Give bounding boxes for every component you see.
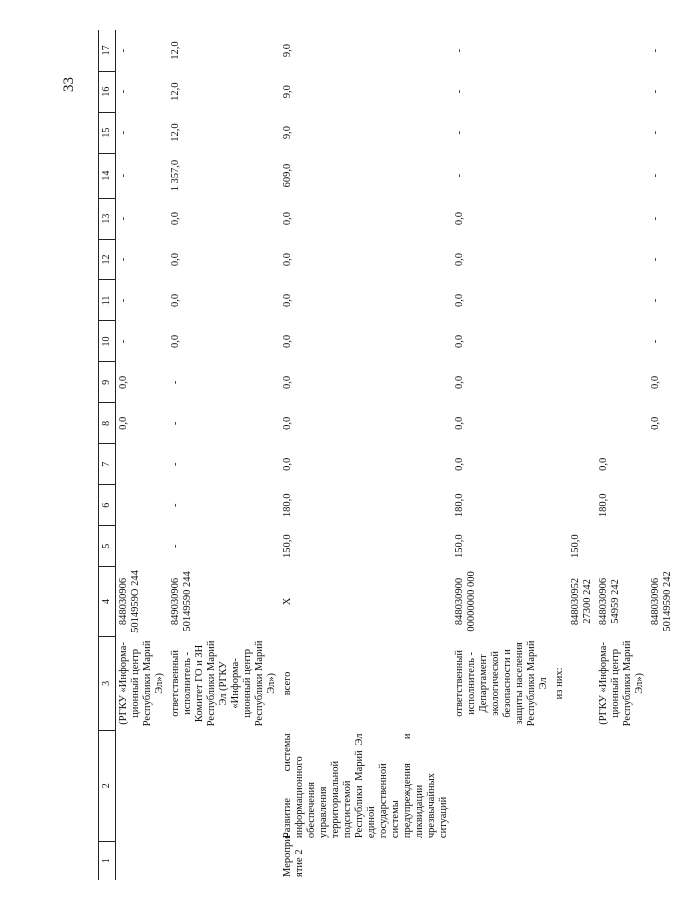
value-cell-col-13: 0,0 xyxy=(170,212,181,226)
value-cell-col-14: - xyxy=(650,173,661,178)
column-header-4: 4 xyxy=(99,567,116,637)
value-cell-col-10: 0,0 xyxy=(454,334,465,348)
cell-c4: 848030906 5014959О 244 xyxy=(118,570,141,633)
value-cell-col-12: - xyxy=(118,257,129,262)
value-cell-col-10 xyxy=(552,321,568,362)
value-cell-col-11: 0,0 xyxy=(282,293,293,308)
value-cell-col-9 xyxy=(552,362,568,403)
cell-c2 xyxy=(168,731,280,842)
value-cell-col-5: 150,0 xyxy=(454,534,465,559)
value-cell-col-12: 0,0 xyxy=(282,252,293,267)
value-cell-col-11 xyxy=(552,280,568,321)
value-cell-col-5 xyxy=(596,526,648,567)
value-cell-col-14 xyxy=(568,153,596,198)
value-cell-col-9: 0,0 xyxy=(454,375,465,389)
column-header-11: 11 xyxy=(99,280,116,321)
cell-c4: 849030906 50149590 244 xyxy=(170,571,193,632)
value-cell-col-12 xyxy=(596,239,648,280)
value-cell-col-6 xyxy=(568,485,596,526)
cell-c3: всего xyxy=(282,671,293,696)
value-cell-col-7: 0,0 xyxy=(282,457,293,471)
cell-c1 xyxy=(168,841,280,880)
value-cell-col-7: 0,0 xyxy=(454,457,465,471)
value-cell-col-10: - xyxy=(650,339,661,344)
table-row xyxy=(648,30,676,880)
value-cell-col-8: 0,0 xyxy=(282,416,293,430)
value-cell-col-15 xyxy=(596,112,648,153)
cell-c3: ответственный исполнитель - Департамент экологической безопасности и защиты населения Республики Марий Эл xyxy=(454,640,549,727)
value-cell-col-5: 150,0 xyxy=(570,534,581,559)
column-header-14: 14 xyxy=(99,153,116,198)
value-cell-col-9: 0,0 xyxy=(650,375,661,389)
column-header-7: 7 xyxy=(99,444,116,485)
column-header-3: 3 xyxy=(99,636,116,730)
value-cell-col-14: 609,0 xyxy=(282,163,293,188)
column-header-12: 12 xyxy=(99,239,116,280)
cell-c1: Меропри-ятие 2 xyxy=(282,832,305,877)
column-header-15: 15 xyxy=(99,112,116,153)
value-cell-col-13 xyxy=(596,198,648,239)
table-row xyxy=(116,30,169,880)
cell-c1 xyxy=(552,841,568,880)
cell-c2: Развитие системы информационного обеспечения управления территориальной подсистемой Республики Марий Эл единой государственной системы предупреждения и ликвидации чрезвычайных ситуаций xyxy=(282,733,449,839)
value-cell-col-11: - xyxy=(650,298,661,303)
value-cell-col-11 xyxy=(596,280,648,321)
value-cell-col-6: 180,0 xyxy=(454,493,465,518)
value-cell-col-12 xyxy=(552,239,568,280)
value-cell-col-17: - xyxy=(650,48,661,53)
column-header-8: 8 xyxy=(99,403,116,444)
column-header-10: 10 xyxy=(99,321,116,362)
value-cell-col-13 xyxy=(568,198,596,239)
column-header-6: 6 xyxy=(99,485,116,526)
budget-table xyxy=(98,30,676,880)
value-cell-col-14: - xyxy=(454,173,465,178)
column-header-16: 16 xyxy=(99,71,116,112)
value-cell-col-6: 180,0 xyxy=(598,493,609,518)
value-cell-col-12 xyxy=(568,239,596,280)
value-cell-col-7 xyxy=(116,444,169,485)
value-cell-col-11: - xyxy=(118,298,129,303)
value-cell-col-10: 0,0 xyxy=(170,334,181,348)
cell-c3: (РГКУ «Информа-ционный центр Республики Марий Эл») xyxy=(598,640,645,727)
value-cell-col-15: 9,0 xyxy=(282,126,293,140)
value-cell-col-11: 0,0 xyxy=(454,293,465,308)
cell-c2 xyxy=(568,731,596,842)
value-cell-col-12: - xyxy=(650,257,661,262)
value-cell-col-16: - xyxy=(118,89,129,94)
value-cell-col-13: - xyxy=(650,216,661,221)
page-number: 33 xyxy=(61,77,77,92)
value-cell-col-11 xyxy=(568,280,596,321)
cell-c2 xyxy=(648,731,676,842)
value-cell-col-15 xyxy=(552,112,568,153)
value-cell-col-8 xyxy=(552,403,568,444)
cell-c3 xyxy=(648,636,676,730)
value-cell-col-12: 0,0 xyxy=(454,252,465,267)
value-cell-col-13 xyxy=(552,198,568,239)
column-header-13: 13 xyxy=(99,198,116,239)
cell-c2 xyxy=(116,731,169,842)
value-cell-col-6 xyxy=(552,485,568,526)
column-header-9: 9 xyxy=(99,362,116,403)
value-cell-col-8: 0,0 xyxy=(118,416,129,430)
value-cell-col-6: 180,0 xyxy=(282,493,293,518)
header-row xyxy=(99,30,116,880)
value-cell-col-16: 9,0 xyxy=(282,85,293,99)
value-cell-col-8: 0,0 xyxy=(650,416,661,430)
value-cell-col-9 xyxy=(568,362,596,403)
value-cell-col-12: 0,0 xyxy=(170,252,181,267)
table-row xyxy=(568,30,596,880)
value-cell-col-6 xyxy=(116,485,169,526)
column-header-2: 2 xyxy=(99,731,116,842)
cell-c4 xyxy=(552,567,568,637)
value-cell-col-10 xyxy=(568,321,596,362)
value-cell-col-5 xyxy=(648,526,676,567)
value-cell-col-7: 0,0 xyxy=(598,457,609,471)
value-cell-col-17: 12,0 xyxy=(170,41,181,60)
value-cell-col-16: - xyxy=(650,89,661,94)
cell-c3: (РГКУ «Информа-ционный центр Республики Марий Эл») xyxy=(118,640,165,727)
value-cell-col-8: 0,0 xyxy=(454,416,465,430)
value-cell-col-5: 150,0 xyxy=(282,534,293,559)
value-cell-col-5 xyxy=(116,526,169,567)
value-cell-col-7 xyxy=(648,444,676,485)
value-cell-col-7 xyxy=(552,444,568,485)
value-cell-col-15: 12,0 xyxy=(170,123,181,142)
value-cell-col-13: 0,0 xyxy=(282,212,293,226)
cell-c4: Х xyxy=(282,597,293,606)
table-row xyxy=(452,30,552,880)
value-cell-col-13: - xyxy=(118,216,129,221)
cell-c1 xyxy=(596,841,648,880)
value-cell-col-8 xyxy=(568,403,596,444)
table-body xyxy=(116,30,676,880)
cell-c2 xyxy=(452,731,552,842)
cell-c2 xyxy=(596,731,648,842)
table-row xyxy=(168,30,280,880)
value-cell-col-9 xyxy=(596,362,648,403)
table-row xyxy=(596,30,648,880)
value-cell-col-6 xyxy=(648,485,676,526)
column-header-17: 17 xyxy=(99,30,116,71)
cell-c2 xyxy=(552,731,568,842)
cell-c4: 848030952 27300 242 xyxy=(570,577,593,626)
rotated-table-container xyxy=(98,30,673,880)
cell-c4: 848030900 00000000 000 xyxy=(454,571,477,632)
cell-c3: из них: xyxy=(554,667,565,700)
value-cell-col-14 xyxy=(552,153,568,198)
value-cell-col-5 xyxy=(552,526,568,567)
cell-c1 xyxy=(116,841,169,880)
value-cell-col-17: - xyxy=(118,48,129,53)
value-cell-col-15 xyxy=(568,112,596,153)
value-cell-col-17 xyxy=(596,30,648,71)
value-cell-col-10 xyxy=(596,321,648,362)
value-cell-col-16: 12,0 xyxy=(170,82,181,101)
value-cell-col-17: 9,0 xyxy=(282,44,293,58)
value-cell-col-17 xyxy=(552,30,568,71)
value-cell-col-15: - xyxy=(118,130,129,135)
column-header-5: 5 xyxy=(99,526,116,567)
value-cell-col-9: 0,0 xyxy=(118,375,129,389)
value-cell-col-9: - xyxy=(170,380,181,385)
column-header-1: 1 xyxy=(99,841,116,880)
value-cell-col-14: - xyxy=(118,173,129,178)
cell-c4: 848030906 50149590 242 xyxy=(650,571,673,632)
value-cell-col-5: - xyxy=(170,544,181,548)
value-cell-col-17 xyxy=(568,30,596,71)
value-cell-col-10: 0,0 xyxy=(282,334,293,348)
cell-c3: ответственный исполнитель - Комитет ГО и ЗН Республики Марий Эл (РГКУ «Информа-ционный центр Республики Марий Эл») xyxy=(170,640,277,727)
value-cell-col-16: - xyxy=(454,89,465,94)
value-cell-col-11: 0,0 xyxy=(170,293,181,308)
cell-c3 xyxy=(568,636,596,730)
value-cell-col-9: 0,0 xyxy=(282,375,293,389)
value-cell-col-10: - xyxy=(118,339,129,344)
table-row xyxy=(552,30,568,880)
value-cell-col-16 xyxy=(552,71,568,112)
cell-c4: 848030906 54959 242 xyxy=(598,577,621,626)
value-cell-col-7 xyxy=(568,444,596,485)
value-cell-col-13: 0,0 xyxy=(454,212,465,226)
value-cell-col-17: - xyxy=(454,48,465,53)
cell-c1 xyxy=(648,841,676,880)
value-cell-col-7: - xyxy=(170,462,181,467)
value-cell-col-15: - xyxy=(454,130,465,135)
table-row xyxy=(280,30,452,880)
value-cell-col-16 xyxy=(568,71,596,112)
value-cell-col-8: - xyxy=(170,421,181,426)
cell-c1 xyxy=(452,841,552,880)
value-cell-col-6: - xyxy=(170,503,181,507)
value-cell-col-8 xyxy=(596,403,648,444)
cell-c1 xyxy=(568,841,596,880)
value-cell-col-16 xyxy=(596,71,648,112)
value-cell-col-15: - xyxy=(650,130,661,135)
value-cell-col-14 xyxy=(596,153,648,198)
value-cell-col-14: 1 357,0 xyxy=(170,159,181,192)
